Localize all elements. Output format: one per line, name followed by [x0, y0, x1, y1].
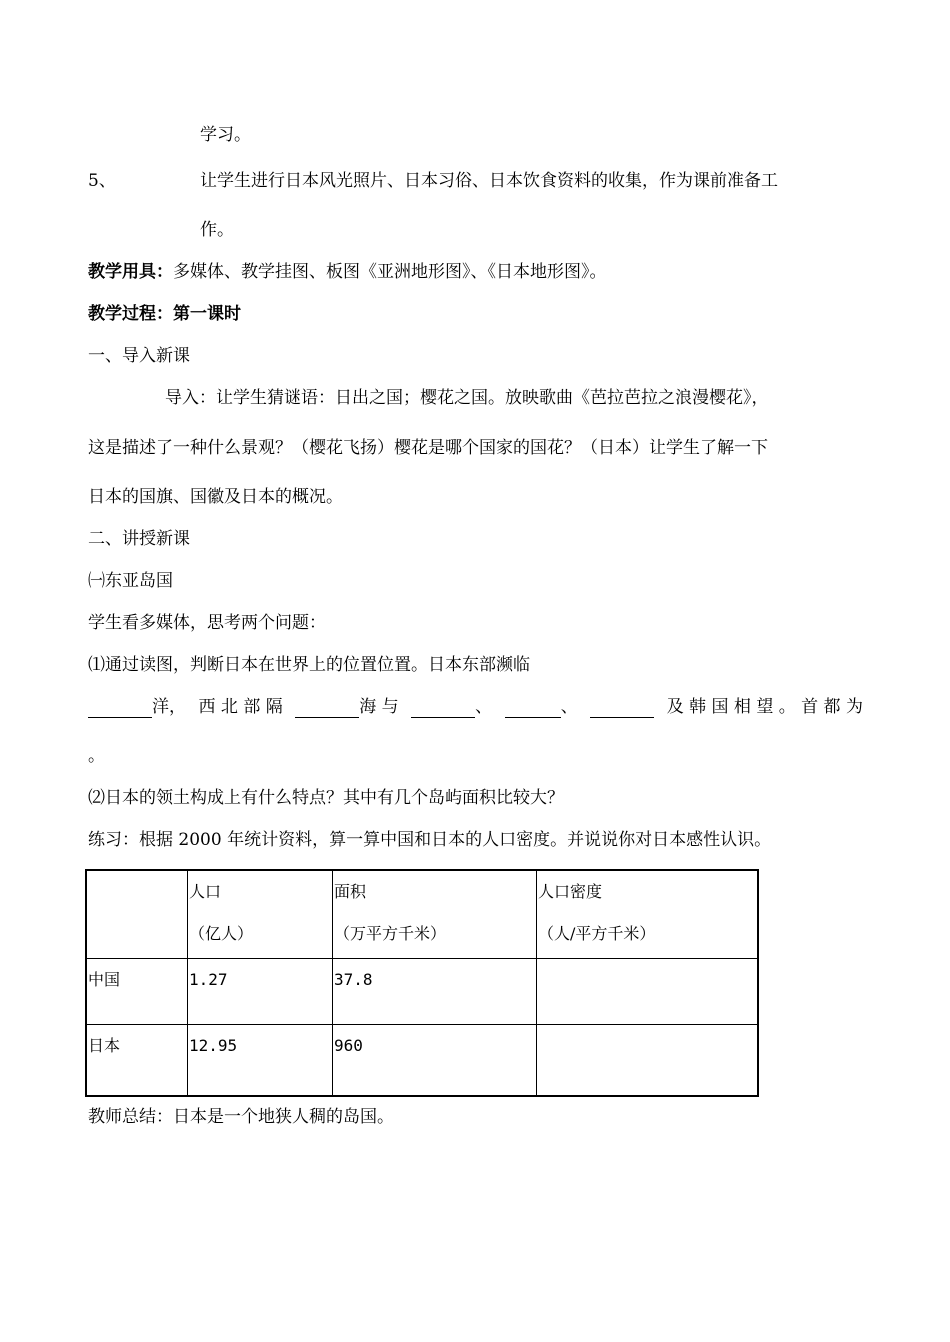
question1-end: 。 [88, 746, 105, 766]
exercise-text: 练习：根据 2000 年统计资料，算一算中国和日本的人口密度。并说说你对日本感性认识。 [88, 830, 772, 850]
blank-sea-group [295, 696, 398, 718]
ocean-label: 洋， [152, 697, 186, 717]
row-population-cell: 12.95 [188, 1024, 333, 1096]
item5-text-line2: 作。 [200, 220, 234, 240]
header-population-title: 人口 [189, 882, 222, 901]
header-density-unit: （人/平方千米） [538, 924, 656, 943]
header-density-title: 人口密度 [538, 882, 603, 901]
subsection-heading: ㈠东亚岛国 [88, 571, 173, 591]
comma1: 、 [475, 697, 493, 717]
northwest-label: 西 北 部 隔 [198, 697, 283, 717]
blank-ocean-group [88, 696, 186, 718]
section1-heading: 一、导入新课 [88, 346, 190, 366]
intro-para-line1: 导入：让学生猜谜语：日出之国；樱花之国。放映歌曲《芭拉芭拉之浪漫樱花》， [165, 388, 769, 408]
section2-heading: 二、讲授新课 [88, 529, 190, 549]
row-name-cell: 日本 [86, 1024, 188, 1096]
header-cell-population [188, 870, 333, 958]
population-density-table [85, 869, 759, 1097]
tools-text: 多媒体、教学挂图、板图《亚洲地形图》、《日本地形图》。 [173, 262, 607, 282]
comma2: 、 [560, 697, 578, 717]
table-header-row [86, 870, 758, 958]
blank-country1-group [411, 696, 492, 718]
row-density-cell[interactable] [537, 958, 759, 1024]
blank-country2[interactable] [505, 701, 561, 718]
blank-ocean[interactable] [88, 701, 152, 718]
students-intro: 学生看多媒体，思考两个问题： [88, 613, 326, 633]
header-area-unit: （万平方千米） [334, 924, 447, 943]
blank-country2-group [505, 696, 578, 718]
korea-capital-label: 及 韩 国 相 望 。 首 都 为 [666, 697, 863, 717]
header-area-title: 面积 [334, 882, 367, 901]
question1-fill-line [88, 696, 863, 718]
intro-para-line3: 日本的国旗、国徽及日本的概况。 [88, 487, 343, 507]
intro-para-line2: 这是描述了一种什么景观？（樱花飞扬）樱花是哪个国家的国花？（日本）让学生了解一下 [88, 438, 768, 458]
sea-with-label: 海 与 [359, 697, 399, 717]
blank-country3-group [590, 696, 654, 718]
question1-line1: ⑴通过读图，判断日本在世界上的位置位置。日本东部濒临 [88, 655, 530, 675]
process-heading: 教学过程：第一课时 [88, 304, 241, 324]
row-area-cell: 960 [333, 1024, 537, 1096]
tools-line [88, 261, 607, 283]
item4-continuation: 学习。 [200, 125, 251, 145]
item5-number: 5、 [88, 171, 116, 191]
tools-label: 教学用具： [88, 262, 173, 282]
table-row [86, 1024, 758, 1096]
header-cell-area [333, 870, 537, 958]
question2: ⑵日本的领土构成上有什么特点？其中有几个岛屿面积比较大？ [88, 788, 564, 808]
row-name-cell: 中国 [86, 958, 188, 1024]
blank-country1[interactable] [411, 701, 475, 718]
row-density-cell[interactable] [537, 1024, 759, 1096]
header-population-unit: （亿人） [189, 924, 254, 943]
row-area-cell: 37.8 [333, 958, 537, 1024]
item5-text-line1: 让学生进行日本风光照片、日本习俗、日本饮食资料的收集，作为课前准备工 [200, 171, 778, 191]
blank-country3[interactable] [590, 701, 654, 718]
teacher-summary: 教师总结：日本是一个地狭人稠的岛国。 [88, 1107, 394, 1127]
row-population-cell: 1.27 [188, 958, 333, 1024]
header-cell-density [537, 870, 759, 958]
blank-sea[interactable] [295, 701, 359, 718]
table-row [86, 958, 758, 1024]
header-cell-empty [86, 870, 188, 958]
